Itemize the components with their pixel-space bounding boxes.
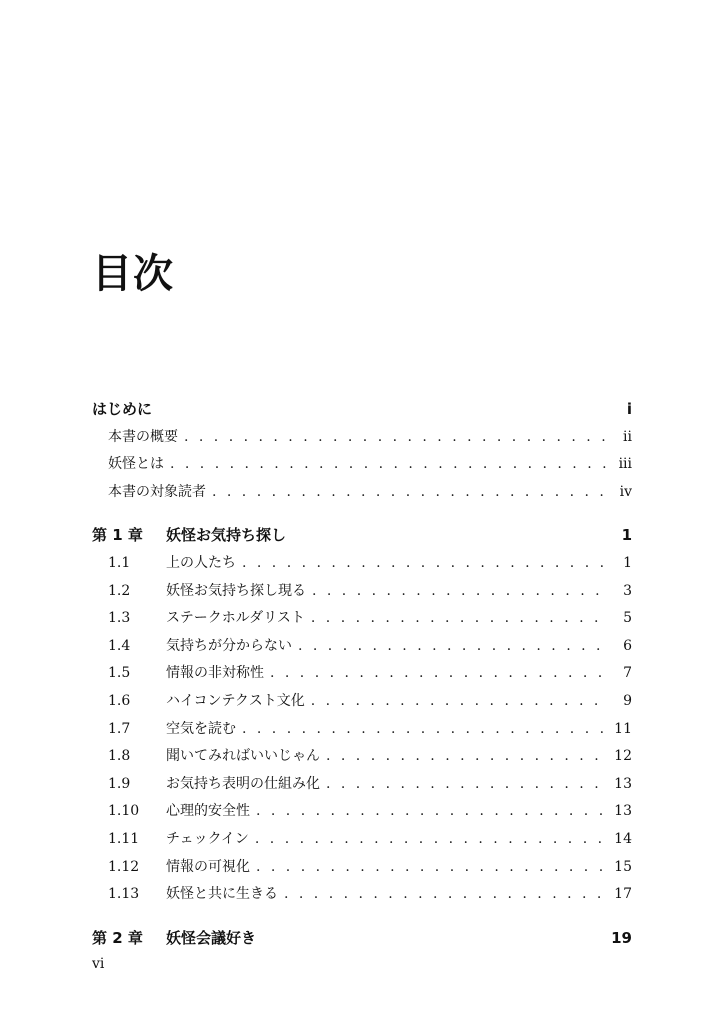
page-number: vi	[92, 956, 105, 972]
section-title: 妖怪と共に生きる	[166, 886, 278, 903]
toc-intro-page: i	[626, 400, 632, 418]
section-title: チェックイン	[166, 830, 249, 847]
page-title: 目次	[92, 251, 174, 297]
dot-leader	[270, 660, 606, 688]
section-number: 1.8	[108, 748, 131, 765]
section-number: 1.1	[108, 554, 131, 571]
chapter-page: 1	[621, 526, 632, 545]
dot-leader	[326, 743, 606, 771]
toc-section-1-3[interactable]	[92, 605, 632, 633]
toc-entry-page: ii	[623, 428, 632, 445]
dot-leader	[311, 605, 606, 633]
toc-chapter-1[interactable]	[92, 522, 632, 550]
section-title: お気持ち表明の仕組み化	[166, 775, 320, 792]
section-number: 1.3	[108, 610, 131, 627]
dot-leader	[212, 479, 606, 507]
section-number: 1.13	[108, 886, 140, 903]
dot-leader	[242, 716, 606, 744]
section-title: 上の人たち	[166, 554, 236, 571]
toc-intro-entry[interactable]	[92, 396, 632, 424]
toc-entry-title: 本書の概要	[108, 428, 178, 445]
chapter-label: 第 1 章	[92, 526, 143, 545]
toc-entry-page: iv	[619, 483, 632, 500]
chapter-label: 第 2 章	[92, 928, 143, 947]
dot-leader	[255, 826, 606, 854]
section-title: ステークホルダリスト	[166, 610, 305, 627]
toc-section-1-7[interactable]	[92, 716, 632, 744]
dot-leader	[311, 688, 606, 716]
chapter-title: 妖怪会議好き	[166, 928, 257, 947]
section-title: 情報の非対称性	[166, 665, 264, 682]
toc-section-1-5[interactable]	[92, 660, 632, 688]
section-page: 9	[623, 692, 632, 709]
toc-section-1-11[interactable]	[92, 826, 632, 854]
dot-leader	[184, 424, 606, 452]
chapter-title: 妖怪お気持ち探し	[166, 526, 287, 545]
toc-section-1-6[interactable]	[92, 688, 632, 716]
section-title: ハイコンテクスト文化	[166, 692, 305, 709]
section-number: 1.7	[108, 720, 131, 737]
section-page: 12	[614, 748, 632, 765]
section-number: 1.10	[108, 803, 140, 820]
toc-section-1-10[interactable]	[92, 798, 632, 826]
dot-leader	[170, 451, 606, 479]
toc-section-1-1[interactable]	[92, 550, 632, 578]
section-page: 7	[623, 665, 632, 682]
table-of-contents	[92, 396, 632, 952]
section-page: 6	[623, 637, 632, 654]
section-page: 3	[623, 582, 632, 599]
section-page: 13	[614, 803, 632, 820]
toc-entry-title: 本書の対象読者	[108, 483, 206, 500]
toc-section-1-9[interactable]	[92, 771, 632, 799]
dot-leader	[242, 550, 606, 578]
section-title: 聞いてみればいいじゃん	[166, 748, 320, 765]
toc-intro-title: はじめに	[92, 400, 153, 418]
dot-leader	[256, 798, 606, 826]
section-number: 1.11	[108, 830, 140, 847]
section-page: 14	[614, 830, 632, 847]
dot-leader	[256, 854, 606, 882]
toc-entry-page: iii	[618, 456, 632, 473]
chapter-page: 19	[611, 928, 632, 947]
section-page: 13	[614, 775, 632, 792]
section-title: 空気を読む	[166, 720, 236, 737]
section-title: 妖怪お気持ち探し現る	[166, 582, 306, 599]
section-title: 気持ちが分からない	[166, 637, 292, 654]
section-number: 1.9	[108, 775, 131, 792]
section-number: 1.12	[108, 858, 140, 875]
toc-section-1-4[interactable]	[92, 633, 632, 661]
section-title: 心理的安全性	[166, 803, 250, 820]
toc-entry-overview[interactable]	[92, 424, 632, 452]
section-title: 情報の可視化	[166, 858, 250, 875]
section-number: 1.2	[108, 582, 131, 599]
toc-chapter-2[interactable]	[92, 925, 632, 953]
dot-leader	[312, 578, 606, 606]
section-number: 1.6	[108, 692, 131, 709]
toc-entry-title: 妖怪とは	[108, 456, 164, 473]
dot-leader	[298, 633, 606, 661]
toc-entry-what-is-yokai[interactable]	[92, 451, 632, 479]
section-page: 1	[623, 554, 632, 571]
section-number: 1.5	[108, 665, 131, 682]
dot-leader	[326, 771, 606, 799]
section-page: 11	[614, 720, 632, 737]
toc-section-1-12[interactable]	[92, 854, 632, 882]
toc-section-1-13[interactable]	[92, 881, 632, 909]
section-number: 1.4	[108, 637, 131, 654]
toc-section-1-8[interactable]	[92, 743, 632, 771]
section-page: 15	[614, 858, 632, 875]
section-page: 17	[614, 886, 632, 903]
section-page: 5	[623, 610, 632, 627]
toc-entry-target-readers[interactable]	[92, 479, 632, 507]
dot-leader	[284, 881, 606, 909]
toc-section-1-2[interactable]	[92, 578, 632, 606]
